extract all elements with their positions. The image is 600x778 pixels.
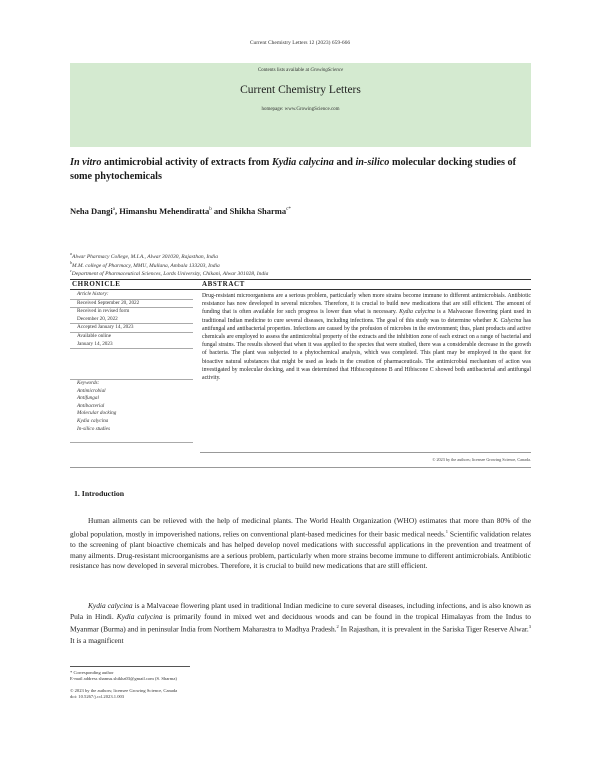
abstract-heading: ABSTRACT [202,280,245,288]
text-run: and [333,157,356,168]
text-run: is a Malvaceae flowering plant used in traditional Indian medicine to cure several diseases, including infections. The goal of this study was to determine whether [202,309,531,324]
journal-title: Current Chemistry Letters [240,84,361,96]
italic-text: Kydia calycina [399,309,435,316]
abstract-text [202,292,531,382]
text-run: antimicrobial activity of extracts from [101,157,272,168]
keywords-label: Keywords: [77,380,100,386]
keyword: Antifungal [77,395,99,402]
history-item: Available online [77,332,112,339]
author-name: Himanshu Mehendiratta [119,206,210,216]
section-rule [70,467,531,468]
contents-prefix: Contents lists available at [257,68,311,73]
author-affiliation-mark: b [209,207,212,213]
text-run: is a Malvaceae flowering plant used in traditional Indian medicine to cure several diseases, including infections, and is also known as Pula in Hindi. [70,601,531,621]
publisher-link[interactable]: GrowingScience [310,68,344,73]
section-heading-introduction: 1. Introduction [74,489,125,498]
footnote-doi: doi: 10.5267/j.ccl.2023.1.003 [70,694,125,699]
history-item: Received in revised form [77,308,130,315]
italic-text: In vitro [70,157,102,168]
italic-text: Kydia calycina [116,611,163,621]
text-run: Scientific validation relates to the screening of plant bioactive chemicals and has helped develop novel medications with successful applications in the prevention and treatment of many ailments. Drug-resistant microorganisms are a serious problem, particularly when more strains become immune to different antimicrobials. Antibiotic resistance has now developed in several microbes. Therefore, it is crucial to build new medications that are still efficient. [70,529,531,571]
keyword: Molecular docking [77,410,117,417]
history-item: Received September 20, 2022 [70,300,193,309]
author-list: Neha Dangi$^a$, Himanshu Mehendiratta$^b$ and Shikha Sharma$^{c*}$ [70,206,291,216]
contents-line [70,68,531,73]
keyword: Antibacterial [77,402,105,409]
running-header: Current Chemistry Letters 12 (2023) 659-666 [249,40,351,46]
author-affiliation-mark: a [112,207,115,213]
keyword: Antimicrobial [77,387,106,394]
journal-homepage[interactable]: homepage: www.GrowingScience.com [261,107,340,112]
italic-text: in-silico [355,157,390,168]
header-rule-bottom [70,289,531,290]
citation-ref: 2 [336,624,339,630]
text-run: It is a magnificent [70,635,124,645]
history-label: Article history: [70,291,193,300]
text-run: Human ailments can be relieved with the help of medicinal plants. The World Health Organization (WHO) estimates that more than 80% of the global population, mostly in impoverished nations, relies on conventional plant-based medicines for their basic medical needs. [70,516,531,539]
text-run: is primarily found in mixed wet and deciduous woods and can be found in the tropical Himalayas from the Indus to Myanmar (Burma) and in peninsular India from Northern Maharastra to Madhya Pradesh. [70,611,531,634]
author-name: Neha Dangi [70,206,113,216]
article-title [70,156,532,184]
keywords [70,380,193,433]
footnote-copyright: © 2023 by the authors; licensee Growing Science, Canada [70,688,178,693]
header-rule-top [70,279,531,280]
abstract-copyright: © 2023 by the authors; licensee Growing Science, Canada. [432,457,531,462]
footnote-rule [70,666,190,667]
chronicle-heading: CHRONICLE [72,280,121,288]
italic-text: Kydia calycina [271,157,334,168]
italic-text: K. Calycina [493,317,522,324]
keyword: Kydia calycina [77,417,109,424]
text-run: In Rajasthan, it is prevalent in the Sariska Tiger Reserve Alwar. [338,624,529,634]
italic-text: Kydia calycina [88,601,133,610]
author-affiliation-mark: c* [286,207,291,213]
text-run: molecular docking studies of some phytochemicals [70,157,517,182]
journal-banner [70,63,531,147]
body-paragraph [70,516,531,572]
citation-ref: 3 [528,624,531,630]
text-run: Drug-resistant microorganisms are a serious problem, particularly when more strains become immune to different antimicrobials. Antibiotic resistance has now developed in several microbes. Therefore, it is crucial to build new medications that are still efficient. The amount of funding that is often available for such progress is lower than what is necessary. [202,293,531,316]
author-name: Shikha Sharma [229,206,287,216]
history-item: January 14, 2023 [70,341,193,350]
article-history [70,291,193,349]
keywords-rule-bottom [70,442,193,443]
history-item: Accepted January 14, 2023 [70,324,193,333]
affiliation-c: $^c$Department of Pharmaceutical Sciences, Lords University, Chikani, Alwar 301028, India [70,268,269,277]
abstract-rule [200,452,531,453]
text-run: has antifungal and antibacterial properties. Infections are caused by the profusion of microbes in the environment; thus, plant products and active chemicals are employed to assess the antimicrobial property of the extracts and the inhibition zone of each extract on a range of bacterial and fungal strains. The results showed that when it was applied to the species that were studied, there was a considerable decrease in the growth of bacteria. The plant was subjected to a phytochemical analysis, which was completed. This plant may be employed in the quest for bioactive natural substances that might be used as leads in the creation of pharmaceuticals. The antimicrobial mechanism of action was investigated by molecular docking, and it was determined that Hibiscoquinone B and Hibiscone C showed both antibacterial and antifungal activity. [202,317,531,382]
footnote-corresponding: * Corresponding author [70,670,114,675]
body-paragraph [70,601,531,646]
keyword: In-silico studies [77,425,110,432]
affiliation-a: $^a$Alwar Pharmacy College, M.I.A., Alwar 301030, Rajasthan, India [70,251,218,260]
history-item: December 20, 2022 [70,316,193,325]
affiliation-b: $^b$M.M. college of Pharmacy, MMU, Mullana, Ambala 133203, India [70,260,220,269]
citation-ref: 1 [445,528,448,534]
footnote-email: E-mail address shamsu.shikha03@gmail.com (S. Sharma) [70,676,177,681]
